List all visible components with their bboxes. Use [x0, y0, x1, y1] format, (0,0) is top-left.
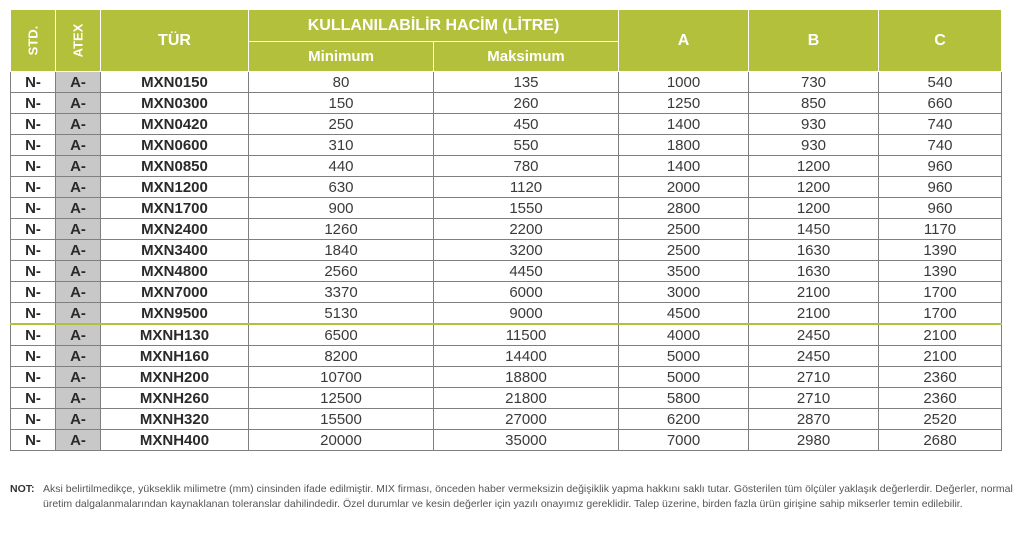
header-a: A: [619, 10, 749, 72]
table-row: [11, 72, 1002, 93]
table-row: [11, 114, 1002, 135]
max-volume-cell: 21800: [434, 388, 619, 409]
type-cell: MXN3400: [101, 240, 249, 261]
max-volume-cell: 3200: [434, 240, 619, 261]
type-cell: MXNH260: [101, 388, 249, 409]
type-cell: MXNH130: [101, 324, 249, 346]
atex-cell: A-: [56, 72, 101, 93]
dim-c-cell: 540: [879, 72, 1002, 93]
max-volume-cell: 11500: [434, 324, 619, 346]
dim-b-cell: 1200: [749, 198, 879, 219]
type-cell: MXN2400: [101, 219, 249, 240]
max-volume-cell: 35000: [434, 430, 619, 451]
min-volume-cell: 2560: [249, 261, 434, 282]
dim-a-cell: 5800: [619, 388, 749, 409]
table-row: [11, 388, 1002, 409]
type-cell: MXN7000: [101, 282, 249, 303]
max-volume-cell: 2200: [434, 219, 619, 240]
dim-a-cell: 7000: [619, 430, 749, 451]
atex-cell: A-: [56, 388, 101, 409]
type-cell: MXN0850: [101, 156, 249, 177]
dim-c-cell: 2520: [879, 409, 1002, 430]
dim-a-cell: 2000: [619, 177, 749, 198]
dim-c-cell: 1390: [879, 240, 1002, 261]
min-volume-cell: 15500: [249, 409, 434, 430]
std-cell: N-: [11, 282, 56, 303]
dim-a-cell: 1800: [619, 135, 749, 156]
dim-c-cell: 960: [879, 198, 1002, 219]
type-cell: MXN0420: [101, 114, 249, 135]
dim-b-cell: 2870: [749, 409, 879, 430]
min-volume-cell: 1840: [249, 240, 434, 261]
std-cell: N-: [11, 367, 56, 388]
dim-a-cell: 1400: [619, 114, 749, 135]
min-volume-cell: 1260: [249, 219, 434, 240]
note-label: NOT:: [10, 483, 35, 495]
atex-cell: A-: [56, 303, 101, 325]
max-volume-cell: 14400: [434, 346, 619, 367]
table-row: [11, 324, 1002, 346]
header-std: STD.: [11, 10, 56, 72]
std-cell: N-: [11, 346, 56, 367]
type-cell: MXNH320: [101, 409, 249, 430]
dim-a-cell: 5000: [619, 346, 749, 367]
dim-a-cell: 4500: [619, 303, 749, 325]
atex-cell: A-: [56, 367, 101, 388]
table-body: [11, 72, 1002, 451]
dim-c-cell: 1700: [879, 282, 1002, 303]
atex-cell: A-: [56, 346, 101, 367]
header-minimum: Minimum: [249, 42, 434, 72]
max-volume-cell: 4450: [434, 261, 619, 282]
max-volume-cell: 780: [434, 156, 619, 177]
std-cell: N-: [11, 430, 56, 451]
dim-a-cell: 2800: [619, 198, 749, 219]
dim-b-cell: 850: [749, 93, 879, 114]
atex-cell: A-: [56, 93, 101, 114]
dim-b-cell: 2450: [749, 324, 879, 346]
dim-c-cell: 2680: [879, 430, 1002, 451]
atex-cell: A-: [56, 261, 101, 282]
type-cell: MXNH200: [101, 367, 249, 388]
type-cell: MXN0150: [101, 72, 249, 93]
dim-a-cell: 2500: [619, 219, 749, 240]
max-volume-cell: 6000: [434, 282, 619, 303]
header-atex: ATEX: [56, 10, 101, 72]
dim-b-cell: 2100: [749, 282, 879, 303]
std-cell: N-: [11, 135, 56, 156]
std-cell: N-: [11, 177, 56, 198]
header-c: C: [879, 10, 1002, 72]
table-row: [11, 198, 1002, 219]
min-volume-cell: 900: [249, 198, 434, 219]
header-tur: TÜR: [101, 10, 249, 72]
dim-a-cell: 1000: [619, 72, 749, 93]
footnote: [10, 482, 1018, 512]
dim-b-cell: 2710: [749, 367, 879, 388]
max-volume-cell: 550: [434, 135, 619, 156]
min-volume-cell: 310: [249, 135, 434, 156]
table-row: [11, 261, 1002, 282]
dim-a-cell: 3000: [619, 282, 749, 303]
table-row: [11, 282, 1002, 303]
product-table: [10, 9, 1002, 451]
header-volume: KULLANILABİLİR HACİM (LİTRE): [249, 10, 619, 42]
table-row: [11, 177, 1002, 198]
dim-a-cell: 2500: [619, 240, 749, 261]
max-volume-cell: 18800: [434, 367, 619, 388]
max-volume-cell: 9000: [434, 303, 619, 325]
dim-b-cell: 1630: [749, 261, 879, 282]
min-volume-cell: 6500: [249, 324, 434, 346]
min-volume-cell: 80: [249, 72, 434, 93]
dim-a-cell: 1250: [619, 93, 749, 114]
max-volume-cell: 27000: [434, 409, 619, 430]
max-volume-cell: 450: [434, 114, 619, 135]
dim-c-cell: 660: [879, 93, 1002, 114]
max-volume-cell: 135: [434, 72, 619, 93]
atex-cell: A-: [56, 219, 101, 240]
min-volume-cell: 630: [249, 177, 434, 198]
type-cell: MXNH160: [101, 346, 249, 367]
table-row: [11, 240, 1002, 261]
dim-b-cell: 1200: [749, 177, 879, 198]
dim-b-cell: 1630: [749, 240, 879, 261]
dim-c-cell: 1170: [879, 219, 1002, 240]
std-cell: N-: [11, 303, 56, 325]
min-volume-cell: 10700: [249, 367, 434, 388]
dim-c-cell: 2100: [879, 346, 1002, 367]
note-text: Aksi belirtilmedikçe, yükseklik milimetre (mm) cinsinden ifade edilmiştir. MIX firması, önceden haber vermeksizin değişiklik yapma hakkını saklı tutar. Gösterilen tüm ölçüler yaklaşık değerlerdir. Değerler, normal üretim dalgalanmalarından kaynaklanan toleranslar dahilindedir. Özel durumlar ve kesin değerler için yazılı onayımız gereklidir. Talep üzerine, birden fazla ürün girişine sahip mikserler temin edilebilir.: [43, 483, 1013, 510]
atex-cell: A-: [56, 177, 101, 198]
dim-c-cell: 1390: [879, 261, 1002, 282]
dim-c-cell: 740: [879, 135, 1002, 156]
std-cell: N-: [11, 240, 56, 261]
table-row: [11, 409, 1002, 430]
type-cell: MXN0600: [101, 135, 249, 156]
min-volume-cell: 12500: [249, 388, 434, 409]
atex-cell: A-: [56, 135, 101, 156]
atex-cell: A-: [56, 156, 101, 177]
std-cell: N-: [11, 219, 56, 240]
dim-a-cell: 6200: [619, 409, 749, 430]
type-cell: MXN1700: [101, 198, 249, 219]
dim-c-cell: 2100: [879, 324, 1002, 346]
type-cell: MXNH400: [101, 430, 249, 451]
atex-cell: A-: [56, 240, 101, 261]
std-cell: N-: [11, 198, 56, 219]
atex-cell: A-: [56, 114, 101, 135]
table-row: [11, 346, 1002, 367]
table-row: [11, 367, 1002, 388]
min-volume-cell: 8200: [249, 346, 434, 367]
type-cell: MXN1200: [101, 177, 249, 198]
dim-a-cell: 1400: [619, 156, 749, 177]
min-volume-cell: 440: [249, 156, 434, 177]
std-cell: N-: [11, 93, 56, 114]
type-cell: MXN4800: [101, 261, 249, 282]
dim-c-cell: 2360: [879, 388, 1002, 409]
min-volume-cell: 150: [249, 93, 434, 114]
min-volume-cell: 3370: [249, 282, 434, 303]
dim-c-cell: 960: [879, 177, 1002, 198]
atex-cell: A-: [56, 282, 101, 303]
dim-c-cell: 2360: [879, 367, 1002, 388]
dim-a-cell: 3500: [619, 261, 749, 282]
dim-b-cell: 2710: [749, 388, 879, 409]
atex-cell: A-: [56, 409, 101, 430]
min-volume-cell: 250: [249, 114, 434, 135]
table-row: [11, 156, 1002, 177]
table-row: [11, 135, 1002, 156]
std-cell: N-: [11, 261, 56, 282]
atex-cell: A-: [56, 324, 101, 346]
dim-b-cell: 2450: [749, 346, 879, 367]
std-cell: N-: [11, 388, 56, 409]
dim-b-cell: 930: [749, 135, 879, 156]
dim-b-cell: 2980: [749, 430, 879, 451]
header-maksimum: Maksimum: [434, 42, 619, 72]
table-row: [11, 93, 1002, 114]
atex-cell: A-: [56, 430, 101, 451]
dim-b-cell: 730: [749, 72, 879, 93]
dim-b-cell: 930: [749, 114, 879, 135]
max-volume-cell: 1550: [434, 198, 619, 219]
table-row: [11, 219, 1002, 240]
std-cell: N-: [11, 156, 56, 177]
std-cell: N-: [11, 114, 56, 135]
std-cell: N-: [11, 72, 56, 93]
max-volume-cell: 1120: [434, 177, 619, 198]
atex-cell: A-: [56, 198, 101, 219]
dim-c-cell: 960: [879, 156, 1002, 177]
table-row: [11, 430, 1002, 451]
dim-c-cell: 740: [879, 114, 1002, 135]
max-volume-cell: 260: [434, 93, 619, 114]
header-b: B: [749, 10, 879, 72]
dim-b-cell: 1200: [749, 156, 879, 177]
dim-a-cell: 4000: [619, 324, 749, 346]
min-volume-cell: 20000: [249, 430, 434, 451]
type-cell: MXN0300: [101, 93, 249, 114]
dim-b-cell: 2100: [749, 303, 879, 325]
type-cell: MXN9500: [101, 303, 249, 325]
std-cell: N-: [11, 324, 56, 346]
dim-c-cell: 1700: [879, 303, 1002, 325]
table-row: [11, 303, 1002, 325]
min-volume-cell: 5130: [249, 303, 434, 325]
dim-b-cell: 1450: [749, 219, 879, 240]
std-cell: N-: [11, 409, 56, 430]
dim-a-cell: 5000: [619, 367, 749, 388]
